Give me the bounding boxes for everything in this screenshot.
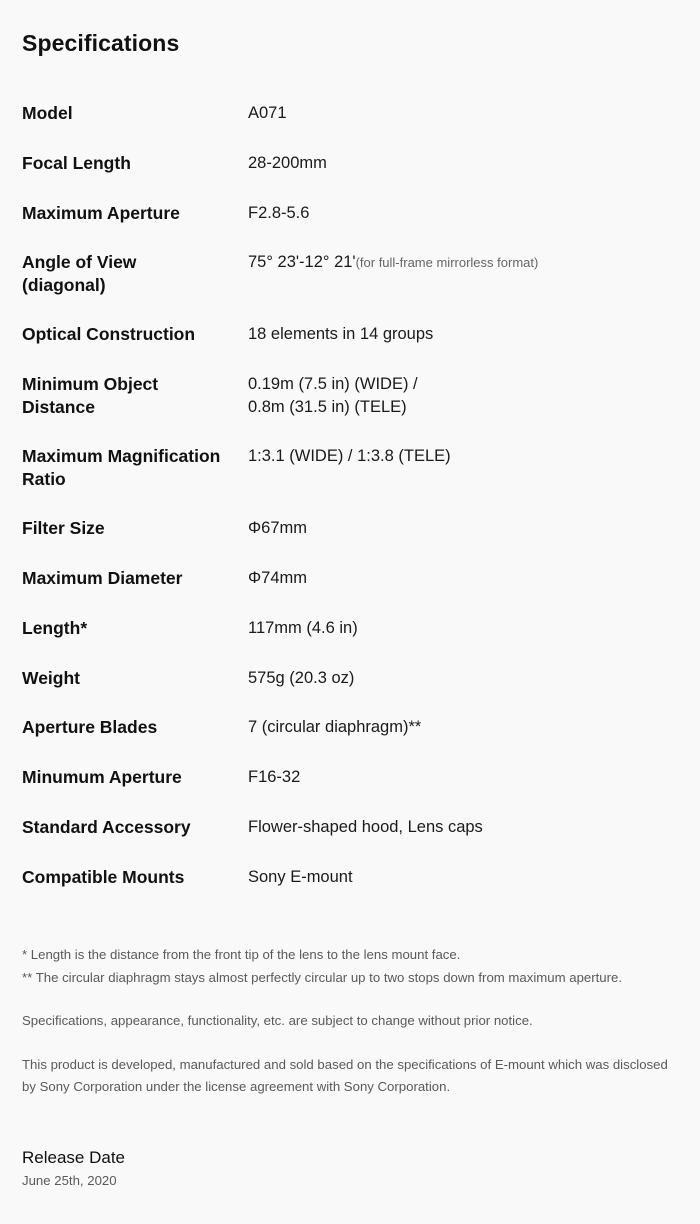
spec-value xyxy=(248,373,682,419)
spec-label xyxy=(22,373,248,419)
spec-label-line: Minimum Object xyxy=(22,374,159,395)
spec-value: F2.8-5.6 xyxy=(248,203,310,222)
spec-label xyxy=(22,445,248,491)
spec-value: Flower-shaped hood, Lens caps xyxy=(248,817,483,836)
spec-label: Length* xyxy=(22,617,88,638)
spec-label-line: Angle of View xyxy=(22,252,137,273)
spec-label-line: (diagonal) xyxy=(22,275,106,296)
spec-value-line: 0.19m (7.5 in) (WIDE) / xyxy=(248,375,418,394)
angle-format-note: (for full-frame mirrorless format) xyxy=(355,255,539,271)
spec-value: 28-200mm xyxy=(248,153,327,172)
spec-label xyxy=(22,251,248,297)
spec-label: Focal Length xyxy=(22,152,131,173)
spec-label: Optical Construction xyxy=(22,324,196,345)
spec-row-model xyxy=(22,102,682,152)
spec-value: 1:3.1 (WIDE) / 1:3.8 (TELE) xyxy=(248,447,451,466)
spec-table xyxy=(22,102,682,916)
spec-value: 18 elements in 14 groups xyxy=(248,325,434,344)
footnotes xyxy=(22,944,682,1120)
spec-value-line: 0.8m (31.5 in) (TELE) xyxy=(248,398,407,417)
release-date-value: June 25th, 2020 xyxy=(22,1173,117,1188)
length-footnote: * Length is the distance from the front tip of the lens to the lens mount face. xyxy=(22,947,461,962)
spec-value: Φ74mm xyxy=(248,568,308,587)
spec-row-standard-accessory xyxy=(22,816,682,866)
spec-label-line: Ratio xyxy=(22,469,66,490)
spec-label: Maximum Diameter xyxy=(22,567,183,588)
release-date-label: Release Date xyxy=(22,1148,126,1167)
spec-value: A071 xyxy=(248,104,287,122)
spec-row-focal-length xyxy=(22,152,682,202)
angle-value: 75° 23'-12° 21' xyxy=(248,253,356,272)
spec-label: Filter Size xyxy=(22,518,105,539)
spec-row-compatible-mounts xyxy=(22,866,682,916)
spec-row-filter-size xyxy=(22,517,682,567)
spec-row-minimum-aperture xyxy=(22,766,682,816)
spec-row-maximum-aperture xyxy=(22,202,682,252)
spec-row-weight xyxy=(22,667,682,717)
spec-value: Φ67mm xyxy=(248,519,308,538)
spec-value: 117mm (4.6 in) xyxy=(248,618,358,637)
footnote-group xyxy=(22,944,682,989)
spec-row-optical-construction xyxy=(22,323,682,373)
spec-value: 575g (20.3 oz) xyxy=(248,668,355,687)
spec-label: Model xyxy=(22,103,73,123)
spec-value: Sony E-mount xyxy=(248,867,353,886)
spec-row-minimum-object-distance xyxy=(22,373,682,445)
spec-label-line: Distance xyxy=(22,397,95,418)
spec-label: Maximum Aperture xyxy=(22,202,180,223)
spec-label: Aperture Blades xyxy=(22,717,158,738)
spec-row-aperture-blades xyxy=(22,716,682,766)
spec-value xyxy=(248,251,682,274)
spec-row-length xyxy=(22,617,682,667)
spec-value: F16-32 xyxy=(248,768,301,787)
spec-label-line: Maximum Magnification xyxy=(22,446,221,467)
spec-label: Standard Accessory xyxy=(22,816,191,837)
spec-label: Compatible Mounts xyxy=(22,866,185,887)
diaphragm-footnote: ** The circular diaphragm stays almost perfectly circular up to two stops down from maximum aperture. xyxy=(22,969,623,985)
change-notice: Specifications, appearance, functionality, etc. are subject to change without prior notice. xyxy=(22,1013,533,1028)
license-notice: This product is developed, manufactured and sold based on the specifications of E-mount which was disclosed by Sony Corporation under the license agreement with Sony Corporation. xyxy=(22,1056,668,1094)
release-info xyxy=(22,1146,125,1192)
spec-row-maximum-diameter xyxy=(22,567,682,617)
page-title: Specifications xyxy=(22,30,180,56)
spec-label: Minumum Aperture xyxy=(22,767,182,788)
spec-row-angle-of-view xyxy=(22,251,682,323)
spec-row-maximum-magnification-ratio xyxy=(22,445,682,517)
spec-value: 7 (circular diaphragm)** xyxy=(248,718,422,737)
spec-label: Weight xyxy=(22,667,81,688)
